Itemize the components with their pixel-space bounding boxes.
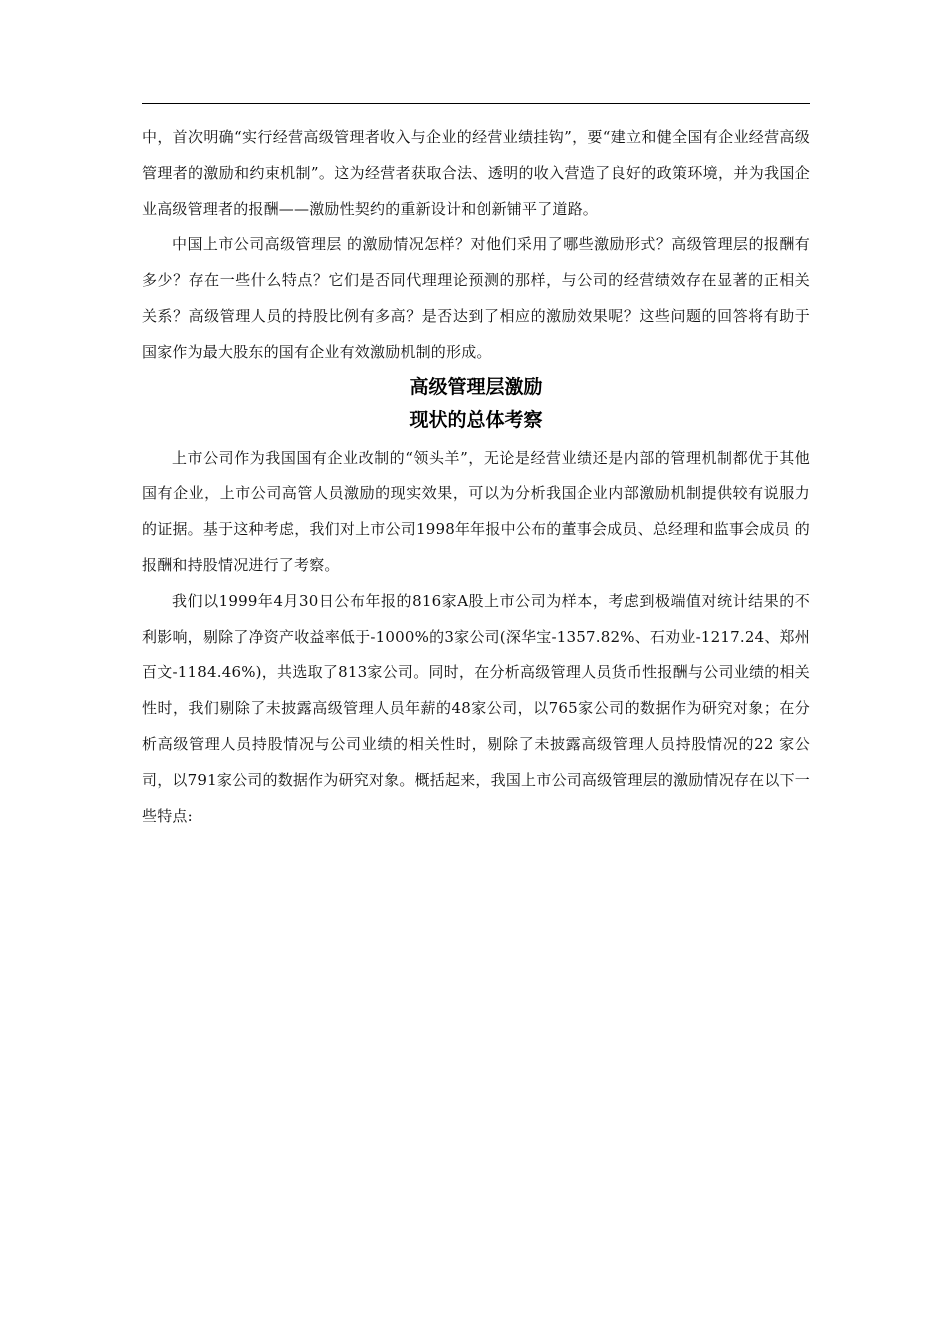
section-heading [142,371,810,441]
paragraph-continued: 中，首次明确“实行经营高级管理者收入与企业的经营业绩挂钩”，要“建立和健全国有企业经营高级管理者的激励和约束机制”。这为经营者获取合法、透明的收入营造了良好的政策环境，并为我国企业高级管理者的报酬——激励性契约的重新设计和创新铺平了道路。 [142,128,810,218]
section-heading-line-2: 现状的总体考察 [409,408,543,431]
header-rule [142,103,810,104]
paragraph-overview: 上市公司作为我国国有企业改制的“领头羊”，无论是经营业绩还是内部的管理机制都优于其他国有企业，上市公司高管人员激励的现实效果，可以为分析我国企业内部激励机制提供较有说服力的证据。基于这种考虑，我们对上市公司1998年年报中公布的董事会成员、总经理和监事会成员 的报酬和持股情况进行了考察。 [142,448,810,574]
section-heading-line-1: 高级管理层激励 [409,375,543,398]
document-body [142,120,810,834]
paragraph-questions: 中国上市公司高级管理层 的激励情况怎样？对他们采用了哪些激励形式？高级管理层的报酬有多少？存在一些什么特点？它们是否同代理理论预测的那样，与公司的经营绩效存在显著的正相关关系？高级管理人员的持股比例有多高？是否达到了相应的激励效果呢？这些问题的回答将有助于国家作为最大股东的国有企业有效激励机制的形成。 [142,235,810,361]
paragraph-sample: 我们以1999年4月30日公布年报的816家A股上市公司为样本，考虑到极端值对统计结果的不利影响，剔除了净资产收益率低于-1000%的3家公司(深华宝-1357.82%、石劝业-1217.24、郑州百文-1184.46%)，共选取了813家公司。同时，在分析高级管理人员货币性报酬与公司业绩的相关性时，我们剔除了未披露高级管理人员年薪的48家公司，以765家公司的数据作为研究对象；在分析高级管理人员持股情况与公司业绩的相关性时，剔除了未披露高级管理人员持股情况的22 家公司，以791家公司的数据作为研究对象。概括起来，我国上市公司高级管理层的激励情况存在以下一些特点: [142,591,810,825]
